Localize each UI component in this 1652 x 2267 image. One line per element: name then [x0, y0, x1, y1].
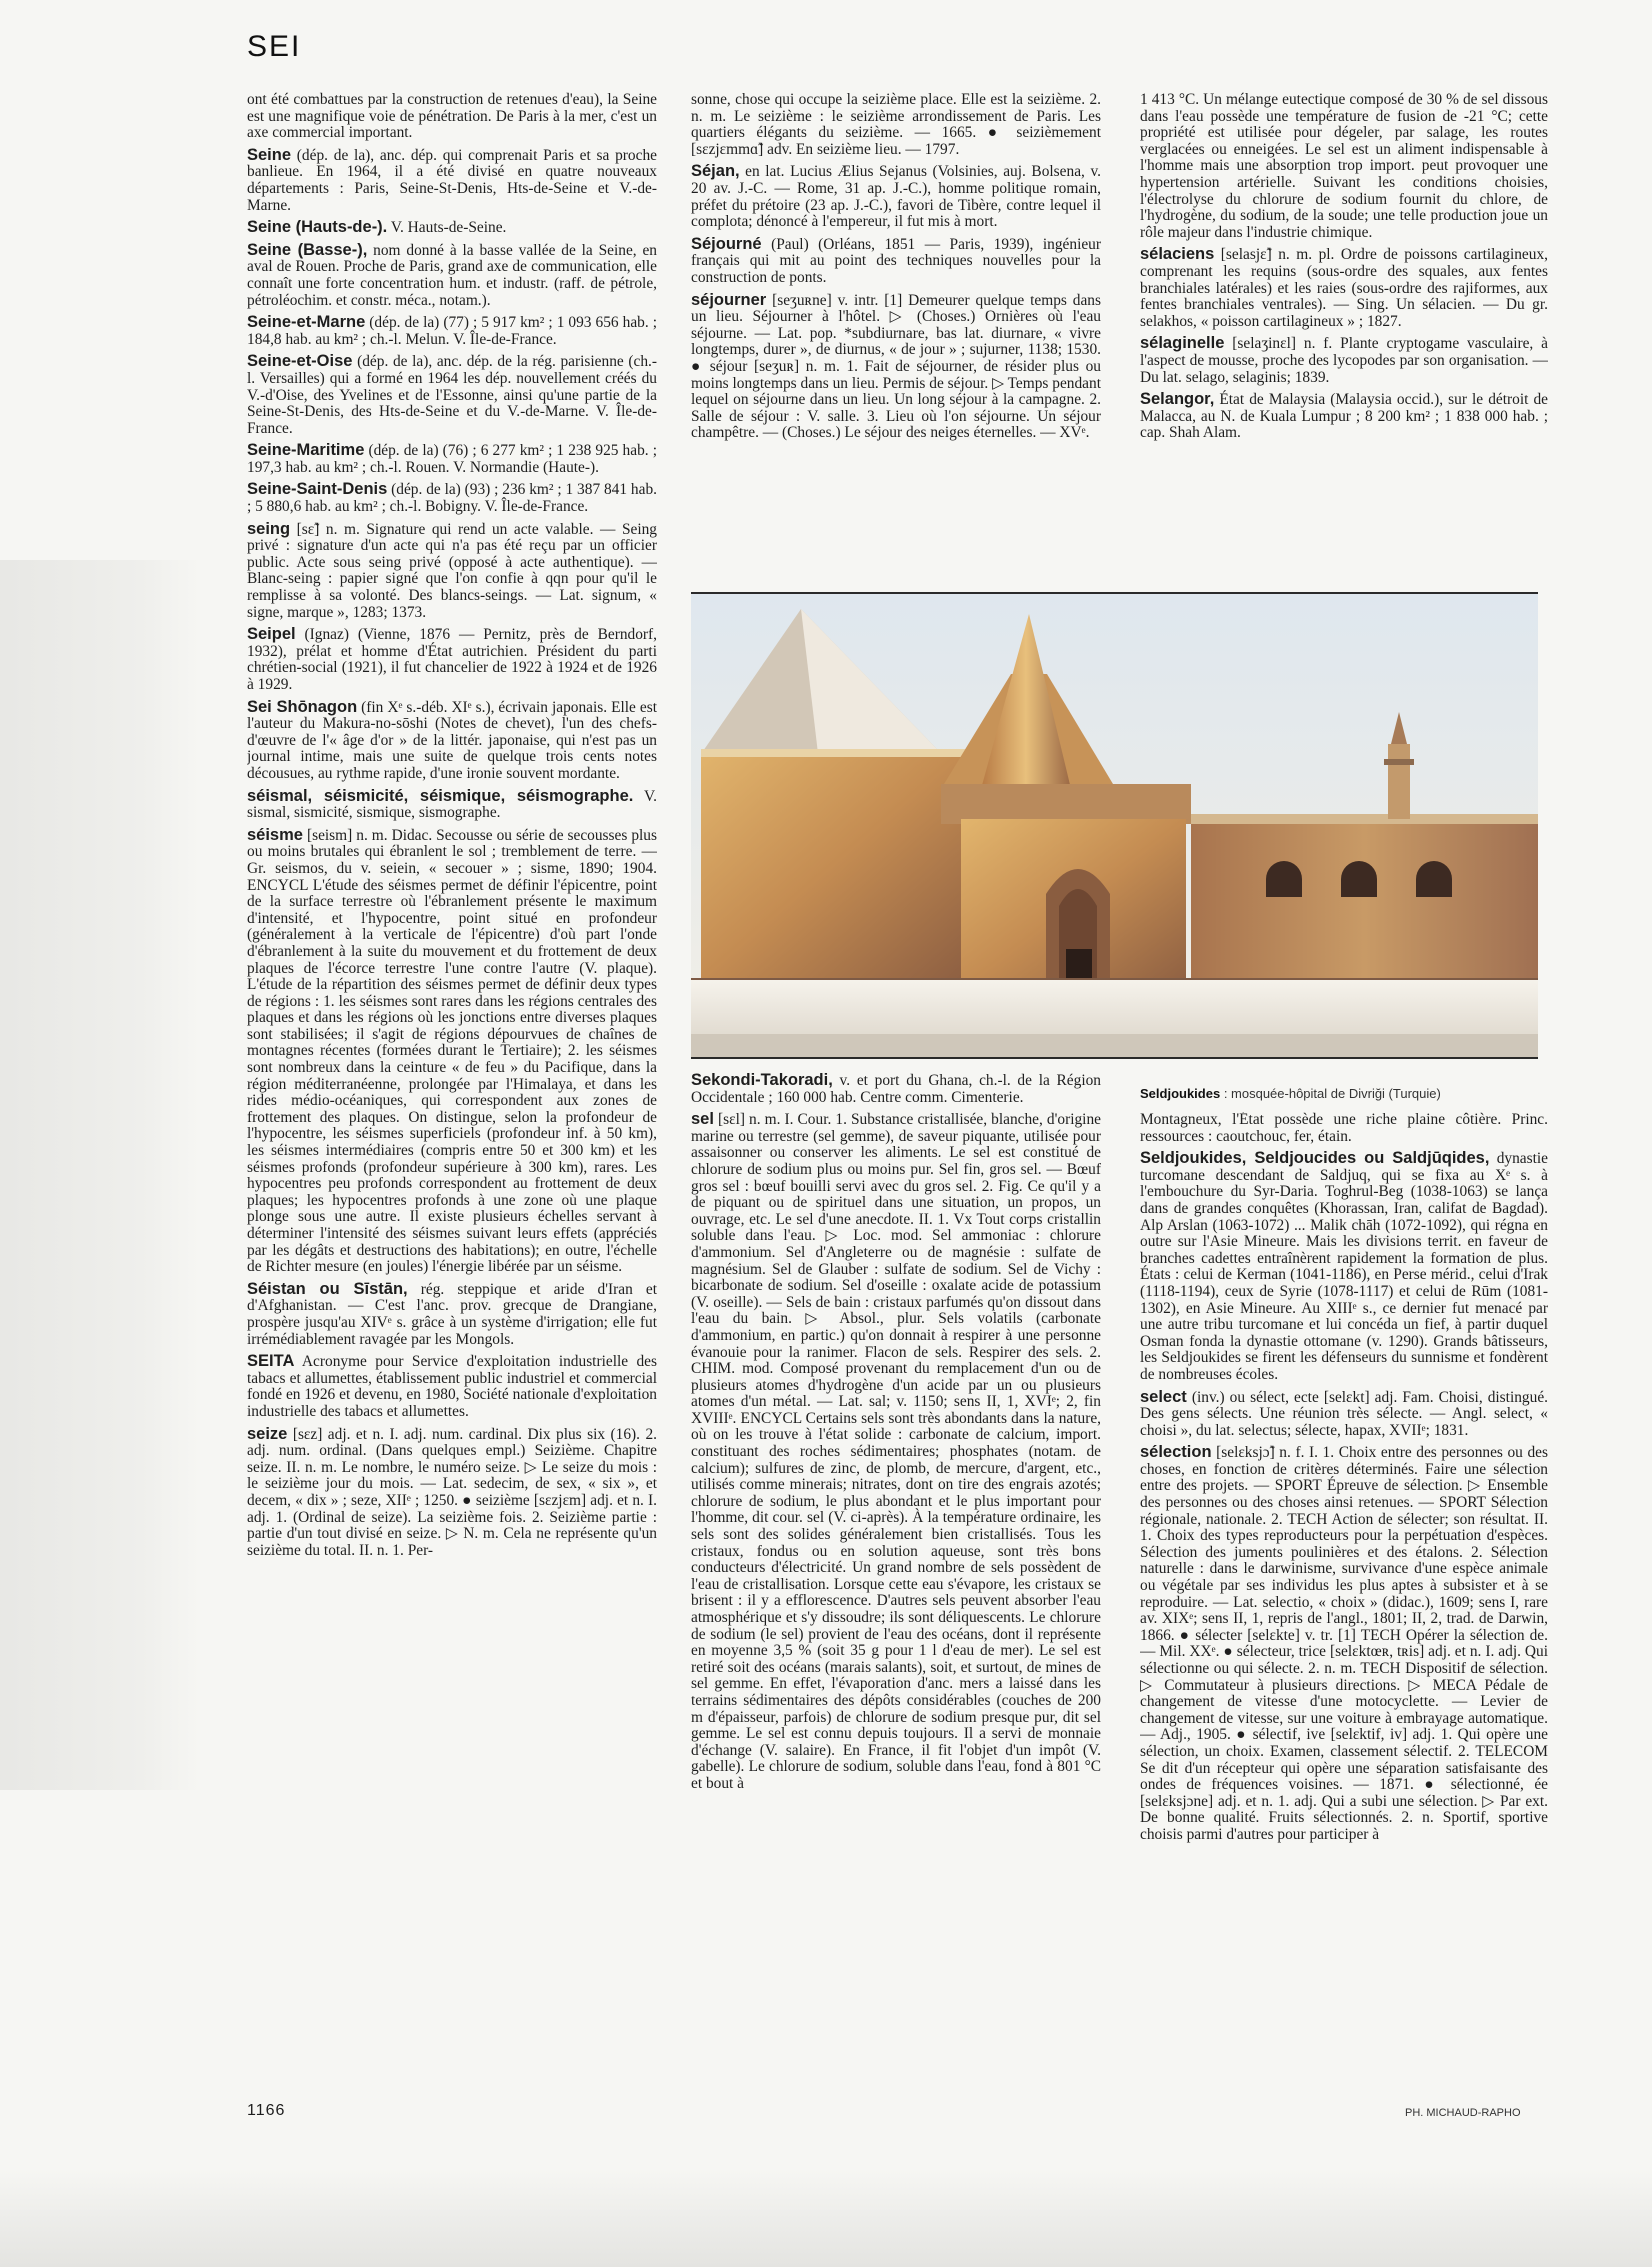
entry-paragraph: [1140, 391, 1548, 442]
dictionary-entry: [247, 626, 657, 693]
entry-definition: (dép. de la) (77) ; 5 917 km² ; 1 093 656 hab. ; 184,8 hab. au km² ; ch.-l. Melun. V. Île-de-France.: [247, 314, 657, 348]
entry-headword: sel: [691, 1110, 714, 1129]
column-right-bottom: [1140, 1112, 1548, 2102]
entry-headword: Seine-et-Marne: [247, 313, 366, 332]
entry-definition: (dép. de la), anc. dép. qui comprenait Paris et sa proche banlieue. En 1964, il a été divisé en quatre nouveaux départements : Paris, Seine-St-Denis, Hts-de-Seine et V.-de-Marne.: [247, 146, 657, 214]
entry-headword: sélaginelle: [1140, 334, 1225, 353]
mosque-photo: [691, 592, 1538, 1059]
entry-headword: Seine (Basse-),: [247, 240, 368, 259]
column-right-top: [1140, 92, 1548, 582]
entry-definition: (fin Xᵉ s.-déb. XIᵉ s.), écrivain japonais. Elle est l'auteur du Makura-no-sōshi (Notes de chevet), l'un des chefs-d'œuvre de l'« âge d'or » de la littér. japonaise, qui n'est pas un journal intime, mais une suite de quelque trois cents notes décousues, au rythme rapide, d'une ironie souvent mordante.: [247, 698, 657, 782]
entry-paragraph: [247, 353, 657, 437]
entry-headword: Seine-Maritime: [247, 441, 365, 460]
entry-paragraph: [247, 242, 657, 309]
entry-paragraph: [247, 699, 657, 783]
dictionary-entry: [247, 242, 657, 309]
entry-paragraph: [1140, 246, 1548, 330]
entry-definition: État de Malaysia (Malaysia occid.), sur le détroit de Malacca, au N. de Kuala Lumpur ; 8 200 km² ; 1 838 000 hab. ; cap. Shah Alam.: [1140, 391, 1548, 442]
entry-paragraph: [1140, 92, 1548, 241]
dictionary-entry: [691, 292, 1101, 442]
entry-headword: séismal, séismicité, séismique, séismographe.: [247, 786, 634, 805]
entry-definition: [sɛz] adj. et n. I. adj. num. cardinal. Dix plus six (16). 2. adj. num. ordinal. (Dans quelques empl.) Seizième. Chapitre seize. II. n. m. Le nombre, le numéro seize. ▷ Le seize du mois : le seizième jour du mois. — Lat. sedecim, de sex, « six », et decem, « dix » ; seze, XIIᵉ ; 1250. ● seizième [sɛzjɛm] adj. et n. I. adj. 1. (Ordinal de seize). La seizième fois. 2. Seizième partie : partie d'un tout divisé en seize. ▷ N. m. Cela ne représente qu'un seizième du total. II. n. 1. Per-: [247, 1425, 657, 1559]
entry-definition: [selaʒinɛl] n. f. Plante cryptogame vasculaire, à l'aspect de mousse, proche des lycopodes par son organisation. — Du lat. selago, selaginis; 1839.: [1140, 335, 1548, 386]
entry-headword: Seldjoukides, Seldjoucides ou Saldjūqides,: [1140, 1149, 1490, 1168]
entry-headword: Seipel: [247, 625, 296, 644]
dictionary-entry: [247, 92, 657, 142]
entry-definition: ont été combattues par la construction de retenues d'eau), la Seine est une magnifique voie de pénétration. De Paris à la mer, c'est un axe commercial important.: [247, 92, 657, 142]
entry-definition: Montagneux, l'État possède une riche plaine côtière. Princ. ressources : caoutchouc, fer, étain.: [1140, 1112, 1548, 1145]
entry-paragraph: [691, 1111, 1101, 1792]
dictionary-entry: [247, 442, 657, 476]
entry-paragraph: [1140, 1112, 1548, 1145]
entry-definition: (Ignaz) (Vienne, 1876 — Pernitz, près de Berndorf, 1932), prélat et homme d'État autrichien. Président du parti chrétien-social (1921), il fut chancelier de 1922 à 1924 et de 1926 à 1929.: [247, 626, 657, 693]
dictionary-entry: [1140, 246, 1548, 330]
figure-caption-title: Seldjoukides: [1140, 1086, 1221, 1101]
column-middle-bottom: [691, 1072, 1101, 2102]
entry-paragraph: [247, 626, 657, 693]
column-middle-top: [691, 92, 1101, 572]
entry-paragraph: [247, 442, 657, 476]
photo-credit: PH. MICHAUD-RAPHO: [1405, 2107, 1521, 2119]
entry-definition: [sɛl] n. m. I. Cour. 1. Substance cristallisée, blanche, d'origine marine ou terrestre (sel gemme), de saveur piquante, utilisée pour assaisonner ou conserver les aliments. Le sel est constitué de chlorure de sodium plus ou moins pur. Sel fin, gros sel. — Bœuf gros sel : bœuf bouilli servi avec du gros sel. 2. Fig. Ce qu'il y a de piquant ou de spirituel dans une situation, un propos, un ouvrage, etc. Le sel d'une anecdote. II. 1. Vx Tout corps cristallin soluble dans l'eau. ▷ Loc. mod. Sel ammoniac : chlorure d'ammonium. Sel d'Angleterre ou de magnésie : sulfate de magnésium. Sel de Glauber : sulfate de sodium. Sel de Vichy : bicarbonate de sodium. Sel d'oseille : oxalate acide de potassium (V. oseille). — Sels de bain : cristaux parfumés qu'on dissout dans l'eau du bain. ▷ Absol., plur. Sels volatils (carbonate d'ammonium, en partic.) qu'on donnait à respirer à une personne évanouie pour la ranimer. Flacon de sels. Respirer des sels. 2. CHIM. mod. Composé provenant du remplacement d'un ou de plusieurs atomes d'hydrogène d'un acide par un ou plusieurs atomes d'un métal. — Lat. sal; v. 1150; sens II, 1, XVIᵉ; 2, fin XVIIIᵉ. ENCYCL Certains sels sont très abondants dans la nature, où on les trouve à l'état solide : carbonate de calcium, import. constituant des roches sédimentaires; phosphates (notam. de calcium); sulfures de zinc, de plomb, de mercure, d'argent, etc., utilisés comme minerais; nitrates, dont on tire des engrais azotés; chlorure de sodium, le plus abondant et le plus important pour l'homme, dit cour. sel (V. ci-après). À la température ordinaire, les sels sont des solides généralement bien cristallisés. Tous les cristaux, fondus ou en solution aqueuse, sont très bons conducteurs d'électricité. Un grand nombre de sels possèdent de l'eau de cristallisation. Lorsque cette eau s'évapore, les cristaux se brisent : il y a efflorescence. D'autres sels peuvent absorber l'eau atmosphérique et s'y dissoudre; ils sont déliquescents. Le chlorure de sodium (le sel) provient de l'eau des océans, dont il représente en moyenne 3,5 % (soit 35 g pour 1 l d'eau de mer). Le sel est retiré soit des océans (marais salants), soit, et surtout, de mines de sel gemme. En effet, l'évaporation d'anc. mers a laissé dans les terrains sédimentaires des dépôts considérables (couches de 200 m d'épaisseur, parfois) de chlorure de sodium presque pur, dit sel gemme. Le sel est connu depuis toujours. Il a servi de monnaie d'échange (V. salaire). En France, il fit l'objet d'un impôt (V. gabelle). Le chlorure de sodium, soluble dans l'eau, fond à 801 °C et bout à: [691, 1111, 1101, 1792]
entry-paragraph: [247, 219, 657, 237]
entry-paragraph: [247, 92, 657, 142]
entry-definition: [selɛksjɔ̃] n. f. I. 1. Choix entre des personnes ou des choses, en fonction de critères déterminés. Faire une sélection entre des projets. — SPORT Épreuve de sélection. ▷ Ensemble des personnes ou des choses ainsi retenues. — SPORT Sélection régionale, nationale. 2. TECH Action de sélecter; son résultat. II. 1. Choix des types reproducteurs pour la perpétuation d'espèces. Sélection des juments poulinières et des étalons. 2. Sélection naturelle : dans le darwinisme, survivance d'une espèce animale ou végétale par ses individus les plus aptes à subsister et à se reproduire. — Lat. selectio, « choix » (didac.), 1609; sens I, rare av. XIXᵉ; sens II, 1, repris de l'angl., 1801; II, 2, trad. de Darwin, 1866. ● sélecter [selɛkte] v. tr. [1] TECH Opérer la sélection de. — Mil. XXᵉ. ● sélecteur, trice [selɛktœʀ, tʀis] adj. et n. I. adj. Qui sélectionne ou qui sélecte. 2. n. m. TECH Dispositif de sélection. ▷ Commutateur à plusieurs directions. ▷ MECA Pédale de changement de vitesse d'une motocyclette. — Levier de changement de vitesse, sur une voiture à embrayage automatique. — Adj., 1905. ● sélectif, ive [selɛktif, iv] adj. 1. Qui opère une sélection, un choix. Examen, classement sélectif. 2. TELECOM Se dit d'un récepteur qui opère une séparation satisfaisante des ondes de fréquences voisines. — 1871. ● sélectionné, ée [selɛksjɔne] adj. et n. 1. adj. Qui a subi une sélection. ▷ Par ext. De bonne qualité. Fruits sélectionnés. 2. n. Sportif, sportive choisis parmi d'autres pour participer à: [1140, 1444, 1548, 1843]
entry-definition: (dép. de la) (76) ; 6 277 km² ; 1 238 925 hab. ; 197,3 hab. au km² ; ch.-l. Rouen. V. Normandie (Haute-).: [247, 442, 657, 476]
entry-headword: Seine-et-Oise: [247, 352, 353, 371]
mosque-illustration: [691, 594, 1538, 1057]
dictionary-entry: [1140, 335, 1548, 386]
entry-definition: V. Hauts-de-Seine.: [387, 219, 507, 237]
entry-definition: (dép. de la) (93) ; 236 km² ; 1 387 841 hab. ; 5 880,6 hab. au km² ; ch.-l. Bobigny. V. Île-de-France.: [247, 481, 657, 516]
dictionary-entry: [247, 699, 657, 783]
dictionary-entry: [1140, 1150, 1548, 1383]
dictionary-entry: [247, 219, 657, 237]
dictionary-entry: [1140, 1389, 1548, 1440]
entry-paragraph: [247, 1426, 657, 1560]
dictionary-entry: [691, 236, 1101, 287]
dictionary-entry: [247, 147, 657, 214]
entry-paragraph: [247, 788, 657, 822]
entry-headword: séisme: [247, 825, 303, 844]
dictionary-entry: [247, 314, 657, 348]
entry-definition: (Paul) (Orléans, 1851 — Paris, 1939), ingénieur français qui mit au point des techniques nouvelles pour la construction de ponts.: [691, 235, 1101, 286]
dictionary-entry: [1140, 1112, 1548, 1145]
column-left: [247, 92, 657, 2092]
entry-headword: Seine-Saint-Denis: [247, 480, 388, 499]
dictionary-entry: [247, 827, 657, 1276]
entry-definition: V. sismal, sismicité, sismique, sismographe.: [247, 787, 657, 822]
dictionary-entry: [691, 163, 1101, 230]
entry-headword: séjourner: [691, 290, 767, 309]
entry-paragraph: [691, 92, 1101, 158]
entry-headword: Sei Shōnagon: [247, 697, 358, 716]
entry-paragraph: [1140, 1150, 1548, 1383]
entry-paragraph: [1140, 1389, 1548, 1440]
dictionary-entry: [247, 788, 657, 822]
entry-definition: 1 413 °C. Un mélange eutectique composé de 30 % de sel dissous dans l'eau possède une température de fusion de -21 °C; cette propriété est utilisée pour dégeler, par salage, les routes verglacées ou enneigées. Le sel est un aliment indispensable à l'homme mais une absorption trop import. peut provoquer une hypertension artérielle. Suivant les conditions choisies, l'électrolyse du chlorure de sodium fournit du chlore, de l'hydrogène, du sodium, de la soude; une telle production joue un rôle majeur dans l'industrie chimique.: [1140, 92, 1548, 241]
entry-paragraph: [247, 481, 657, 515]
entry-definition: [sɛ̃] n. m. Signature qui rend un acte valable. — Seing privé : signature d'un acte qui n'a pas été reçu par un officier public. Acte sous seing privé (opposé à acte authentique). — Blanc-seing : papier signé que l'on confie à qqn pour qu'il le remplisse à sa volonté. Des blancs-seings. — Lat. signum, « signe, marque », 1283; 1373.: [247, 520, 657, 621]
dictionary-entry: [1140, 391, 1548, 442]
dictionary-entry: [691, 92, 1101, 158]
dictionary-entry: [691, 1072, 1101, 1106]
entry-definition: en lat. Lucius Ælius Sejanus (Volsinies, auj. Bolsena, v. 20 av. J.-C. — Rome, 31 ap. J.-C.), homme politique romain, préfet du prétoire (23 ap. J.-C.), favori de Tibère, contre lequel il complota; dénoncé à l'empereur, il fut mis à mort.: [691, 163, 1101, 231]
dictionary-entry: [247, 1281, 657, 1348]
dictionary-entry: [247, 353, 657, 437]
entry-headword: Seine: [247, 145, 292, 164]
entry-headword: sélection: [1140, 1443, 1212, 1462]
entry-headword: seize: [247, 1424, 288, 1443]
entry-paragraph: [691, 163, 1101, 230]
entry-paragraph: [247, 147, 657, 214]
entry-headword: SEITA: [247, 1352, 295, 1371]
entry-definition: v. et port du Ghana, ch.-l. de la Région Occidentale ; 160 000 hab. Centre comm. Cimenterie.: [691, 1072, 1101, 1106]
running-head: SEI: [247, 30, 302, 63]
entry-definition: nom donné à la basse vallée de la Seine, en aval de Rouen. Proche de Paris, grand axe de communication, elle connaît une forte concentration hum. et industr. (raff. de pétrole, pétroléochim. et constr. méca., notam.).: [247, 241, 657, 309]
entry-paragraph: [247, 314, 657, 348]
dictionary-entry: [247, 481, 657, 515]
entry-headword: Séistan ou Sīstān,: [247, 1279, 408, 1298]
page-bottom-shadow: [0, 2170, 1652, 2267]
entry-definition: [seism] n. m. Didac. Secousse ou série de secousses plus ou moins brutales qui ébranlent le sol ; tremblement de terre. — Gr. seismos, du v. seiein, « secouer » ; sisme, 1890; 1904. ENCYCL L'étude des séismes permet de définir l'épicentre, point de la surface terrestre où l'ébranlement présente le maximum d'intensité, et l'hypocentre, point situé en profondeur (généralement à la verticale de l'épicentre) d'où part l'onde d'ébranlement à la suite du mouvement et du frottement de deux plaques de l'écorce terrestre l'une contre l'autre (V. plaque). L'étude de la répartition des séismes permet de définir deux types de régions : 1. les séismes sont rares dans les régions centrales des plaques et dans les régions où les jonctions entre diverses plaques sont stabilisées; il s'agit de régions dépourvues de chaînes de montagnes récentes (formées durant le Tertiaire); 2. les séismes sont nombreux dans la ceinture « de feu » du Pacifique, dans la région méditerranéenne, prolongée par l'Himalaya, et dans les rides médio-océaniques, qui correspondent aux zones de frottement des plaques. On distingue, selon la profondeur de l'hypocentre, les séismes superficiels (profondeur inf. à 50 km), les séismes intermédiaires (compris entre 50 et 300 km) et les séismes profonds (profondeur supérieure à 300 km), rares. Les hypocentres peu profonds correspondent au frottement de deux plaques; les hypocentres profonds à une zone où une plaque plonge sous une autre. Il existe plusieurs échelles servant à déterminer l'intensité des séismes suivant leurs effets (appréciés par les dégâts et destructions des habitations); en outre, l'échelle de Richter mesure (en joules) l'énergie libérée par un séisme.: [247, 826, 657, 1276]
entry-headword: Selangor,: [1140, 390, 1215, 409]
entry-paragraph: [1140, 335, 1548, 386]
dictionary-entry: [691, 1111, 1101, 1792]
entry-definition: sonne, chose qui occupe la seizième place. Elle est la seizième. 2. n. m. Le seizième : le seizième arrondissement de Paris. Les quartiers élégants du seizième. — 1665. ● seizièmement [sɛzjɛmmɑ̃] adv. En seizième lieu. — 1797.: [691, 92, 1101, 158]
entry-paragraph: [691, 236, 1101, 287]
entry-paragraph: [691, 292, 1101, 442]
entry-paragraph: [691, 1072, 1101, 1106]
entry-paragraph: [247, 827, 657, 1276]
entry-headword: Seine (Hauts-de-).: [247, 218, 388, 237]
entry-definition: [selasjɛ̃] n. m. pl. Ordre de poissons cartilagineux, comprenant les requins (sous-ordre des squales, aux fentes branchiales latérales) et les raies (sous-ordre des rajiformes, aux fentes branchiales ventrales). — Sing. Un sélacien. — Du gr. selakhos, « poisson cartilagineux » ; 1827.: [1140, 246, 1548, 330]
entry-definition: (dép. de la), anc. dép. de la rég. parisienne (ch.-l. Versailles) qui a formé en 1964 les dép. nouvellement créés du V.-d'Oise, des Yvelines et de l'Essonne, ainsi qu'une partie de la Seine-St-Denis, des Hts-de-Seine et du V.-de-Marne. V. Île-de-France.: [247, 353, 657, 437]
entry-headword: seing: [247, 519, 291, 538]
previous-page-bleed: [0, 560, 200, 1790]
entry-definition: dynastie turcomane descendant de Saldjuq, qui se fixa au Xᵉ s. à l'embouchure du Syr-Daria. Toghrul-Beg (1038-1063) se lança dans de grandes conquêtes (Khorassan, Iran, califat de Bagdad). Alp Arslan (1063-1072) ... Malik chāh (1072-1092), qui régna en outre sur l'Asie Mineure. Mais les divisions territ. en faveur de branches cadettes entraînèrent rapidement la formation de plus. États : celui de Kerman (1041-1186), en Perse mérid., celui d'Irak (1118-1194), ceux de Syrie (1078-1117) et celui de Rūm (1081-1302), en Asie Mineure. Au XIIIᵉ s., ce dernier fut menacé par une autre tribu turcomane et lui concéda un fief, à partir duquel Osman fonda la dynastie ottomane (v. 1290). Grands bâtisseurs, les Seldjoukides se firent les défenseurs du sunnisme et fondèrent de nombreuses écoles.: [1140, 1150, 1548, 1383]
entry-definition: [seʒuʀne] v. intr. [1] Demeurer quelque temps dans un lieu. Séjourner à l'hôtel. ▷ (Choses.) Ornières où l'eau séjourne. — Lat. pop. *subdiurnare, bas lat. diurnare, « vivre longtemps, durer », de diurnus, « de jour » ; sujurner, 1138; 1530. ● séjour [seʒuʀ] n. m. 1. Fait de séjourner, de résider plus ou moins longtemps dans un lieu. Permis de séjour. ▷ Temps pendant lequel on séjourne dans un lieu. Un long séjour à la campagne. 2. Salle de séjour : V. salle. 3. Lieu où l'on séjourne. Un séjour champêtre. — (Choses.) Le séjour des neiges éternelles. — XVᵉ.: [691, 291, 1101, 442]
entry-definition: (inv.) ou sélect, ecte [selɛkt] adj. Fam. Choisi, distingué. Des gens sélects. Une réunion très sélecte. — Angl. select, « choisi », du lat. selectus; sélecte, hapax, XVIIᵉ; 1831.: [1140, 1388, 1548, 1439]
entry-paragraph: [247, 1281, 657, 1348]
page-number: 1166: [247, 2102, 286, 2119]
entry-headword: Séjan,: [691, 162, 740, 181]
entry-headword: sélaciens: [1140, 245, 1215, 264]
entry-definition: rég. steppique et aride d'Iran et d'Afghanistan. — C'est l'anc. prov. grecque de Drangiane, prospère jusqu'au XIVᵉ s. grâce à un système d'irrigation; elle fut irrémédiablement ravagée par les Mongols.: [247, 1280, 657, 1348]
dictionary-entry: [247, 1353, 657, 1420]
figure-caption: [1140, 1086, 1560, 1101]
dictionary-entry: [1140, 1444, 1548, 1843]
entry-definition: Acronyme pour Service d'exploitation industrielle des tabacs et allumettes, établissement public industriel et commercial fondé en 1926 et devenu, en 1980, Société nationale d'exploitation industrielle des tabacs et allumettes.: [247, 1353, 657, 1420]
entry-paragraph: [247, 521, 657, 622]
dictionary-entry: [247, 1426, 657, 1560]
dictionary-entry: [247, 521, 657, 622]
entry-headword: select: [1140, 1387, 1187, 1406]
entry-headword: Séjourné: [691, 234, 762, 253]
dictionary-entry: [1140, 92, 1548, 241]
entry-headword: Sekondi-Takoradi,: [691, 1072, 833, 1089]
figure-caption-text: : mosquée-hôpital de Divriği (Turquie): [1220, 1086, 1441, 1101]
entry-paragraph: [247, 1353, 657, 1420]
entry-paragraph: [1140, 1444, 1548, 1843]
